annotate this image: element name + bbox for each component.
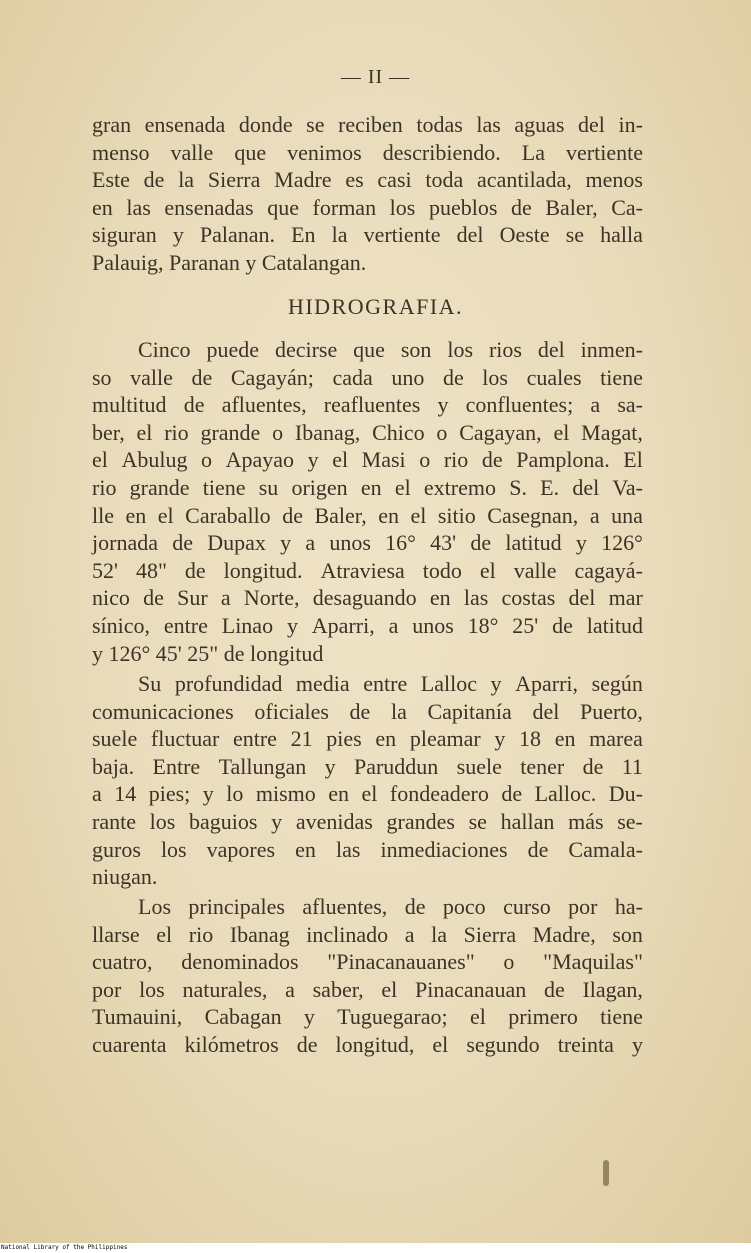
page-number: — II —: [340, 66, 411, 88]
text-line: Los principales afluentes, de poco curso por ha-: [138, 894, 643, 919]
text-line: Tumauini, Cabagan y Tuguegarao; el primero tiene: [92, 1004, 643, 1030]
text-line: gran ensenada donde se reciben todas las aguas del in-: [92, 112, 643, 137]
text-line: ber, el rio grande o Ibanag, Chico o Cagayan, el Magat,: [92, 419, 643, 445]
text-line: 52' 48" de longitud. Atraviesa todo el valle cagayá-: [92, 557, 643, 583]
paragraph-hidrografia-3: [92, 893, 643, 1059]
text-line: baja. Entre Tallungan y Paruddun suele tener de 11: [92, 753, 643, 779]
text-line: Palauig, Paranan y Catalangan.: [92, 249, 367, 275]
text-line: menso valle que venimos describiendo. La vertiente: [92, 139, 643, 165]
paragraph-hidrografia-1: [92, 336, 643, 667]
ink-smudge: [603, 1160, 609, 1186]
text-line: suele fluctuar entre 21 pies en pleamar y 18 en marea: [92, 726, 643, 752]
text-line: llarse el rio Ibanag inclinado a la Sierra Madre, son: [92, 921, 643, 947]
footer-credit-text: National Library of the Philippines: [1, 1244, 128, 1251]
section-heading: HIDROGRAFIA.: [287, 294, 464, 319]
text-line: siguran y Palanan. En la vertiente del Oeste se halla: [92, 222, 643, 248]
top-paragraph: [92, 111, 643, 277]
text-line: nico de Sur a Norte, desaguando en las costas del mar: [92, 585, 643, 611]
paragraph-hidrografia-2: [92, 670, 643, 891]
text-line: el Abulug o Apayao y el Masi o rio de Pamplona. El: [92, 447, 643, 473]
text-line: lle en el Caraballo de Baler, en el sitio Casegnan, a una: [92, 502, 643, 528]
text-line: guros los vapores en las inmediaciones de Camala-: [92, 836, 643, 862]
text-line: rio grande tiene su origen en el extremo S. E. del Va-: [92, 474, 643, 500]
text-line: jornada de Dupax y a unos 16° 43' de latitud y 126°: [92, 530, 643, 556]
text-line: y 126° 45' 25" de longitud: [92, 640, 324, 666]
text-line: cuatro, denominados "Pinacanauanes" o "Maquilas": [92, 949, 643, 975]
text-line: multitud de afluentes, reafluentes y confluentes; a sa-: [92, 392, 643, 418]
text-line: por los naturales, a saber, el Pinacanauan de Ilagan,: [92, 976, 643, 1002]
text-line: Su profundidad media entre Lalloc y Aparri, según: [138, 671, 643, 696]
text-line: cuarenta kilómetros de longitud, el segundo treinta y: [92, 1031, 643, 1057]
footer-credit: [0, 1243, 751, 1253]
text-line: comunicaciones oficiales de la Capitanía del Puerto,: [92, 698, 643, 724]
text-line: Cinco puede decirse que son los rios del inmen-: [138, 337, 643, 362]
text-line: Este de la Sierra Madre es casi toda acantilada, menos: [92, 167, 643, 193]
text-line: so valle de Cagayán; cada uno de los cuales tiene: [92, 364, 643, 390]
text-line: rante los baguios y avenidas grandes se hallan más se-: [92, 808, 643, 834]
text-line: sínico, entre Linao y Aparri, a unos 18° 25' de latitud: [92, 612, 643, 638]
text-line: niugan.: [92, 864, 158, 890]
text-line: a 14 pies; y lo mismo en el fondeadero de Lalloc. Du-: [92, 781, 643, 807]
text-line: en las ensenadas que forman los pueblos de Baler, Ca-: [92, 194, 643, 220]
